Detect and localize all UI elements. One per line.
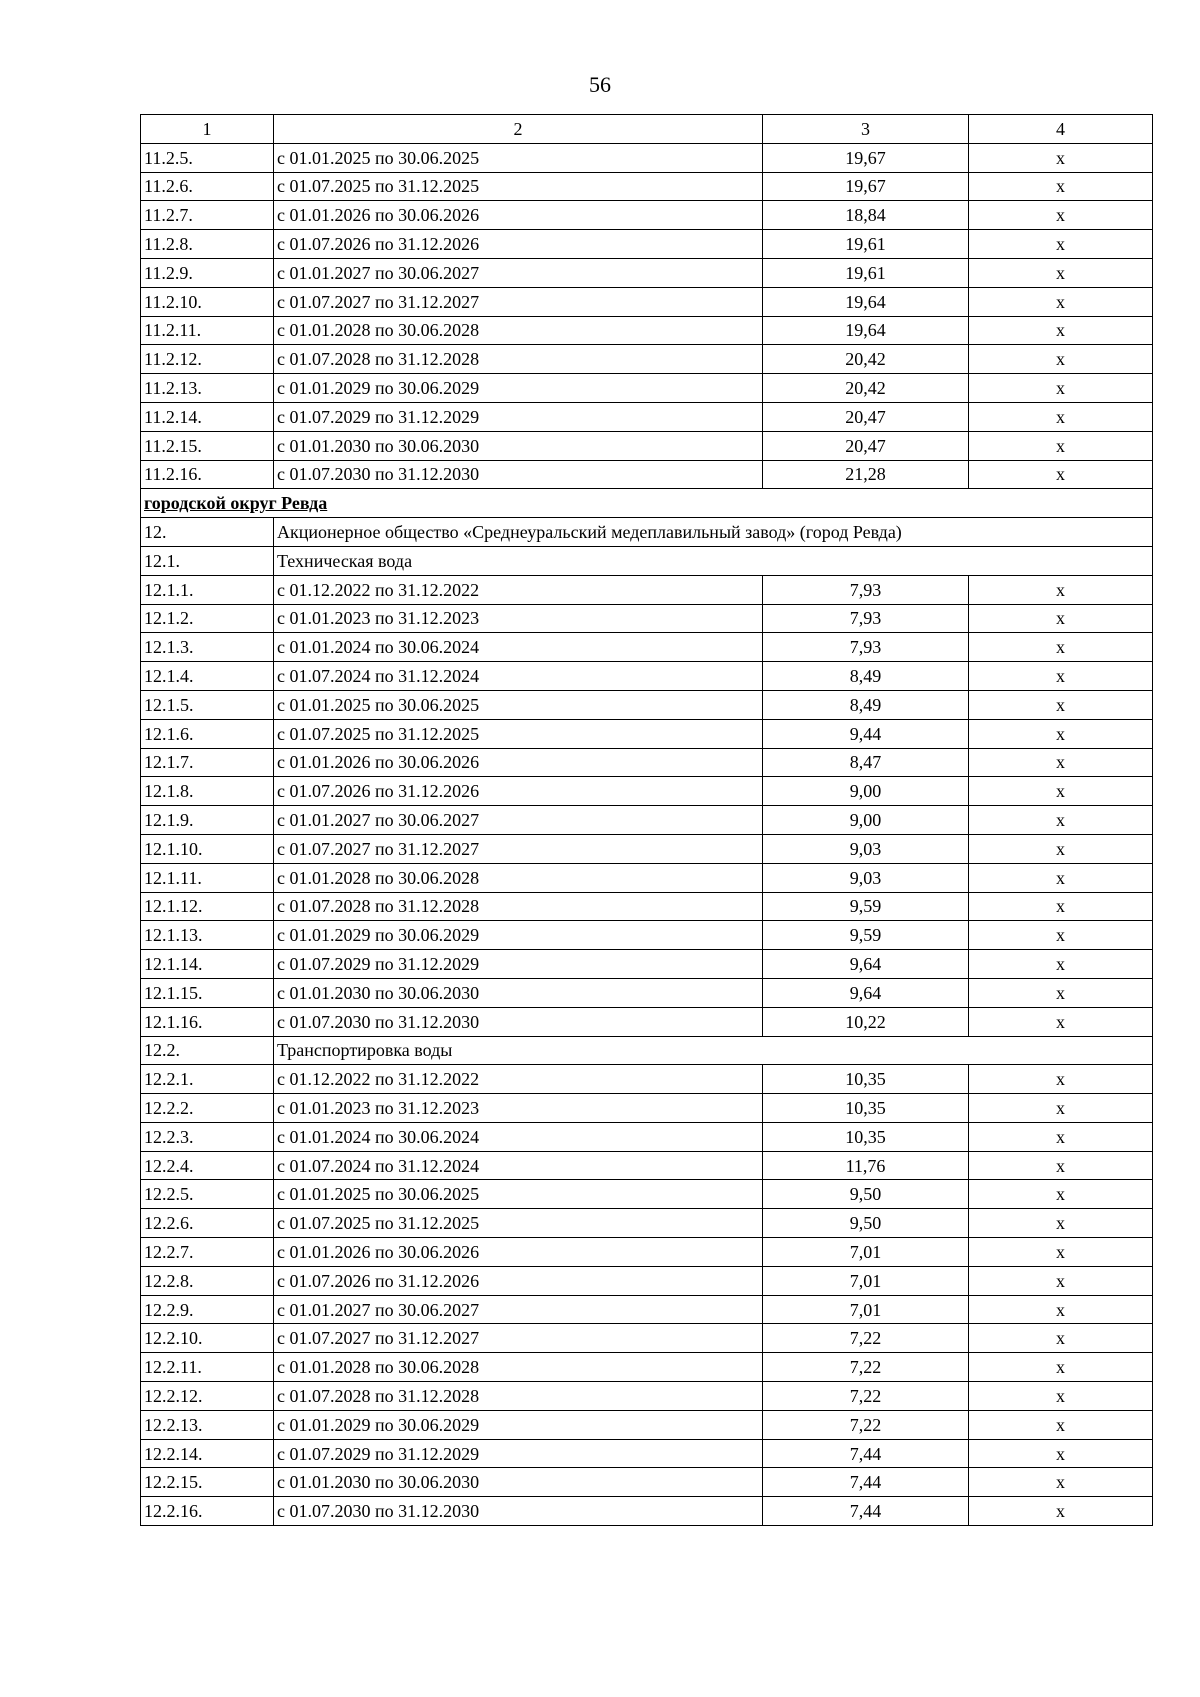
row-value: 7,44 <box>763 1439 969 1468</box>
row-period: с 01.07.2027 по 31.12.2027 <box>274 287 763 316</box>
row-mark: х <box>969 921 1153 950</box>
row-number: 12.2.16. <box>141 1497 274 1526</box>
table-row <box>141 1497 1153 1526</box>
row-period: с 01.07.2027 по 31.12.2027 <box>274 1324 763 1353</box>
table-row <box>141 402 1153 431</box>
row-mark: х <box>969 777 1153 806</box>
row-period: с 01.01.2027 по 30.06.2027 <box>274 806 763 835</box>
row-number: 12.2.3. <box>141 1122 274 1151</box>
row-period: с 01.07.2025 по 31.12.2025 <box>274 1209 763 1238</box>
table-row <box>141 1266 1153 1295</box>
row-value: 10,22 <box>763 1007 969 1036</box>
row-period: с 01.01.2028 по 30.06.2028 <box>274 316 763 345</box>
row-period: с 01.01.2023 по 31.12.2023 <box>274 604 763 633</box>
row-mark: х <box>969 1468 1153 1497</box>
row-period: с 01.12.2022 по 31.12.2022 <box>274 575 763 604</box>
row-period: с 01.01.2028 по 30.06.2028 <box>274 863 763 892</box>
row-value: 9,59 <box>763 921 969 950</box>
table-row <box>141 690 1153 719</box>
row-mark: х <box>969 863 1153 892</box>
row-number: 11.2.13. <box>141 374 274 403</box>
row-number: 11.2.5. <box>141 143 274 172</box>
table-row <box>141 863 1153 892</box>
row-value: 9,03 <box>763 834 969 863</box>
row-value: 19,64 <box>763 287 969 316</box>
row-value: 9,00 <box>763 806 969 835</box>
row-mark: х <box>969 172 1153 201</box>
row-value: 21,28 <box>763 460 969 489</box>
row-number: 12.1.14. <box>141 950 274 979</box>
row-number: 11.2.8. <box>141 230 274 259</box>
row-mark: х <box>969 287 1153 316</box>
table-row <box>141 1468 1153 1497</box>
row-period: с 01.01.2026 по 30.06.2026 <box>274 1238 763 1267</box>
group-title: Акционерное общество «Среднеуральский медеплавильный завод» (город Ревда) <box>274 518 1153 547</box>
row-period: с 01.01.2027 по 30.06.2027 <box>274 258 763 287</box>
row-mark: х <box>969 201 1153 230</box>
row-mark: х <box>969 1382 1153 1411</box>
row-mark: х <box>969 258 1153 287</box>
row-number: 12.2.10. <box>141 1324 274 1353</box>
row-mark: х <box>969 345 1153 374</box>
row-period: с 01.01.2029 по 30.06.2029 <box>274 374 763 403</box>
row-period: с 01.01.2028 по 30.06.2028 <box>274 1353 763 1382</box>
table-row <box>141 719 1153 748</box>
table-row <box>141 1238 1153 1267</box>
row-mark: х <box>969 633 1153 662</box>
column-header: 4 <box>969 115 1153 144</box>
table-row <box>141 201 1153 230</box>
row-mark: х <box>969 1122 1153 1151</box>
section-row <box>141 489 1153 518</box>
row-period: с 01.01.2026 по 30.06.2026 <box>274 201 763 230</box>
column-header: 3 <box>763 115 969 144</box>
table-row <box>141 1353 1153 1382</box>
group-row <box>141 518 1153 547</box>
row-period: с 01.07.2026 по 31.12.2026 <box>274 777 763 806</box>
table-row <box>141 1094 1153 1123</box>
row-value: 9,00 <box>763 777 969 806</box>
table-row <box>141 1180 1153 1209</box>
row-value: 8,49 <box>763 662 969 691</box>
row-value: 7,01 <box>763 1238 969 1267</box>
row-mark: х <box>969 834 1153 863</box>
table-row <box>141 777 1153 806</box>
table-row <box>141 431 1153 460</box>
row-value: 10,35 <box>763 1122 969 1151</box>
row-value: 9,03 <box>763 863 969 892</box>
row-value: 19,64 <box>763 316 969 345</box>
row-number: 12.2.1. <box>141 1065 274 1094</box>
row-number: 12.2.7. <box>141 1238 274 1267</box>
row-value: 7,44 <box>763 1468 969 1497</box>
table-row <box>141 1007 1153 1036</box>
row-number: 11.2.11. <box>141 316 274 345</box>
row-value: 9,59 <box>763 892 969 921</box>
row-number: 12.1.2. <box>141 604 274 633</box>
row-value: 9,50 <box>763 1209 969 1238</box>
row-mark: х <box>969 316 1153 345</box>
row-value: 9,50 <box>763 1180 969 1209</box>
row-period: с 01.01.2026 по 30.06.2026 <box>274 748 763 777</box>
row-number: 12.1.1. <box>141 575 274 604</box>
row-value: 9,64 <box>763 978 969 1007</box>
row-mark: х <box>969 950 1153 979</box>
row-value: 8,47 <box>763 748 969 777</box>
row-number: 12.2.13. <box>141 1410 274 1439</box>
row-number: 12.2.9. <box>141 1295 274 1324</box>
column-header: 2 <box>274 115 763 144</box>
row-mark: х <box>969 806 1153 835</box>
row-number: 12.2.2. <box>141 1094 274 1123</box>
row-value: 7,44 <box>763 1497 969 1526</box>
row-period: с 01.01.2030 по 30.06.2030 <box>274 431 763 460</box>
row-mark: х <box>969 1065 1153 1094</box>
row-number: 12.1.4. <box>141 662 274 691</box>
row-period: с 01.07.2025 по 31.12.2025 <box>274 172 763 201</box>
row-mark: х <box>969 892 1153 921</box>
row-number: 12.1.10. <box>141 834 274 863</box>
row-mark: х <box>969 1324 1153 1353</box>
row-number: 12.1.9. <box>141 806 274 835</box>
row-value: 7,93 <box>763 633 969 662</box>
row-number: 12.1.11. <box>141 863 274 892</box>
row-value: 7,22 <box>763 1353 969 1382</box>
row-value: 19,61 <box>763 258 969 287</box>
table-row <box>141 1324 1153 1353</box>
row-period: с 01.07.2028 по 31.12.2028 <box>274 892 763 921</box>
row-number: 12.2.6. <box>141 1209 274 1238</box>
row-mark: х <box>969 690 1153 719</box>
row-number: 12.2.8. <box>141 1266 274 1295</box>
row-mark: х <box>969 1209 1153 1238</box>
table-row <box>141 1439 1153 1468</box>
row-mark: х <box>969 143 1153 172</box>
row-number: 12.2.5. <box>141 1180 274 1209</box>
row-period: с 01.07.2030 по 31.12.2030 <box>274 460 763 489</box>
row-period: с 01.01.2024 по 30.06.2024 <box>274 633 763 662</box>
section-title: городской округ Ревда <box>141 489 1153 518</box>
row-mark: х <box>969 1497 1153 1526</box>
table-row <box>141 978 1153 1007</box>
row-number: 12.1.13. <box>141 921 274 950</box>
row-period: с 01.01.2023 по 31.12.2023 <box>274 1094 763 1123</box>
table-row <box>141 345 1153 374</box>
row-period: с 01.07.2028 по 31.12.2028 <box>274 345 763 374</box>
table-body <box>141 143 1153 1525</box>
page-number: 56 <box>589 72 611 97</box>
row-number: 11.2.12. <box>141 345 274 374</box>
table-row <box>141 1065 1153 1094</box>
row-period: с 01.01.2025 по 30.06.2025 <box>274 1180 763 1209</box>
row-period: с 01.07.2026 по 31.12.2026 <box>274 1266 763 1295</box>
row-number: 12.2.12. <box>141 1382 274 1411</box>
row-number: 11.2.6. <box>141 172 274 201</box>
row-mark: х <box>969 431 1153 460</box>
table-header-row <box>141 115 1153 144</box>
row-period: с 01.01.2029 по 30.06.2029 <box>274 921 763 950</box>
row-mark: х <box>969 1439 1153 1468</box>
table-row <box>141 633 1153 662</box>
row-mark: х <box>969 978 1153 1007</box>
table-row <box>141 258 1153 287</box>
row-period: с 01.07.2027 по 31.12.2027 <box>274 834 763 863</box>
row-mark: х <box>969 575 1153 604</box>
row-mark: х <box>969 604 1153 633</box>
row-number: 12.1.3. <box>141 633 274 662</box>
table-row <box>141 1122 1153 1151</box>
row-value: 7,22 <box>763 1382 969 1411</box>
table-row <box>141 604 1153 633</box>
table-row <box>141 1209 1153 1238</box>
table-row <box>141 374 1153 403</box>
row-mark: х <box>969 748 1153 777</box>
row-period: с 01.01.2030 по 30.06.2030 <box>274 978 763 1007</box>
row-period: с 01.07.2024 по 31.12.2024 <box>274 662 763 691</box>
row-value: 19,67 <box>763 172 969 201</box>
row-period: с 01.01.2029 по 30.06.2029 <box>274 1410 763 1439</box>
row-number: 12.1.8. <box>141 777 274 806</box>
table-row <box>141 172 1153 201</box>
row-period: с 01.07.2025 по 31.12.2025 <box>274 719 763 748</box>
row-period: с 01.01.2030 по 30.06.2030 <box>274 1468 763 1497</box>
row-value: 9,44 <box>763 719 969 748</box>
row-value: 19,61 <box>763 230 969 259</box>
table-row <box>141 892 1153 921</box>
group-number: 12.2. <box>141 1036 274 1065</box>
table-row <box>141 287 1153 316</box>
row-number: 12.1.16. <box>141 1007 274 1036</box>
table-row <box>141 748 1153 777</box>
group-title: Техническая вода <box>274 546 1153 575</box>
table-row <box>141 1410 1153 1439</box>
row-mark: х <box>969 1180 1153 1209</box>
table-row <box>141 806 1153 835</box>
table-row <box>141 460 1153 489</box>
column-header: 1 <box>141 115 274 144</box>
row-mark: х <box>969 1353 1153 1382</box>
row-mark: х <box>969 1238 1153 1267</box>
group-row <box>141 546 1153 575</box>
row-mark: х <box>969 662 1153 691</box>
row-mark: х <box>969 1266 1153 1295</box>
table-row <box>141 1295 1153 1324</box>
row-mark: х <box>969 1410 1153 1439</box>
row-number: 12.2.15. <box>141 1468 274 1497</box>
row-value: 7,01 <box>763 1295 969 1324</box>
table-row <box>141 143 1153 172</box>
row-number: 12.1.5. <box>141 690 274 719</box>
row-mark: х <box>969 230 1153 259</box>
row-period: с 01.01.2024 по 30.06.2024 <box>274 1122 763 1151</box>
row-mark: х <box>969 460 1153 489</box>
row-value: 7,22 <box>763 1324 969 1353</box>
row-period: с 01.12.2022 по 31.12.2022 <box>274 1065 763 1094</box>
row-number: 12.2.4. <box>141 1151 274 1180</box>
row-value: 7,22 <box>763 1410 969 1439</box>
row-period: с 01.07.2029 по 31.12.2029 <box>274 1439 763 1468</box>
row-number: 12.1.6. <box>141 719 274 748</box>
row-value: 19,67 <box>763 143 969 172</box>
row-period: с 01.01.2025 по 30.06.2025 <box>274 143 763 172</box>
row-number: 11.2.7. <box>141 201 274 230</box>
row-value: 20,42 <box>763 345 969 374</box>
row-mark: х <box>969 719 1153 748</box>
row-value: 10,35 <box>763 1094 969 1123</box>
group-title: Транспортировка воды <box>274 1036 1153 1065</box>
row-number: 12.2.14. <box>141 1439 274 1468</box>
table-row <box>141 1382 1153 1411</box>
row-period: с 01.01.2025 по 30.06.2025 <box>274 690 763 719</box>
row-value: 20,47 <box>763 431 969 460</box>
group-row <box>141 1036 1153 1065</box>
row-value: 7,93 <box>763 604 969 633</box>
table-row <box>141 950 1153 979</box>
row-mark: х <box>969 374 1153 403</box>
row-value: 20,47 <box>763 402 969 431</box>
row-number: 12.2.11. <box>141 1353 274 1382</box>
row-value: 10,35 <box>763 1065 969 1094</box>
group-number: 12. <box>141 518 274 547</box>
table-row <box>141 834 1153 863</box>
row-value: 7,01 <box>763 1266 969 1295</box>
table-row <box>141 316 1153 345</box>
row-number: 12.1.15. <box>141 978 274 1007</box>
table-row <box>141 230 1153 259</box>
row-mark: х <box>969 1151 1153 1180</box>
table-row <box>141 662 1153 691</box>
row-period: с 01.07.2026 по 31.12.2026 <box>274 230 763 259</box>
row-value: 18,84 <box>763 201 969 230</box>
row-mark: х <box>969 1007 1153 1036</box>
row-number: 11.2.9. <box>141 258 274 287</box>
row-number: 12.1.12. <box>141 892 274 921</box>
row-period: с 01.07.2024 по 31.12.2024 <box>274 1151 763 1180</box>
row-period: с 01.07.2028 по 31.12.2028 <box>274 1382 763 1411</box>
row-period: с 01.07.2030 по 31.12.2030 <box>274 1007 763 1036</box>
table-row <box>141 1151 1153 1180</box>
row-mark: х <box>969 1094 1153 1123</box>
row-value: 20,42 <box>763 374 969 403</box>
row-period: с 01.01.2027 по 30.06.2027 <box>274 1295 763 1324</box>
row-value: 9,64 <box>763 950 969 979</box>
row-mark: х <box>969 1295 1153 1324</box>
row-value: 11,76 <box>763 1151 969 1180</box>
row-mark: х <box>969 402 1153 431</box>
row-number: 11.2.14. <box>141 402 274 431</box>
row-number: 11.2.15. <box>141 431 274 460</box>
row-period: с 01.07.2029 по 31.12.2029 <box>274 402 763 431</box>
row-number: 11.2.10. <box>141 287 274 316</box>
row-value: 8,49 <box>763 690 969 719</box>
table-row <box>141 921 1153 950</box>
row-number: 12.1.7. <box>141 748 274 777</box>
row-period: с 01.07.2030 по 31.12.2030 <box>274 1497 763 1526</box>
table-row <box>141 575 1153 604</box>
row-value: 7,93 <box>763 575 969 604</box>
group-number: 12.1. <box>141 546 274 575</box>
row-period: с 01.07.2029 по 31.12.2029 <box>274 950 763 979</box>
tariff-table <box>140 114 1153 1526</box>
row-number: 11.2.16. <box>141 460 274 489</box>
